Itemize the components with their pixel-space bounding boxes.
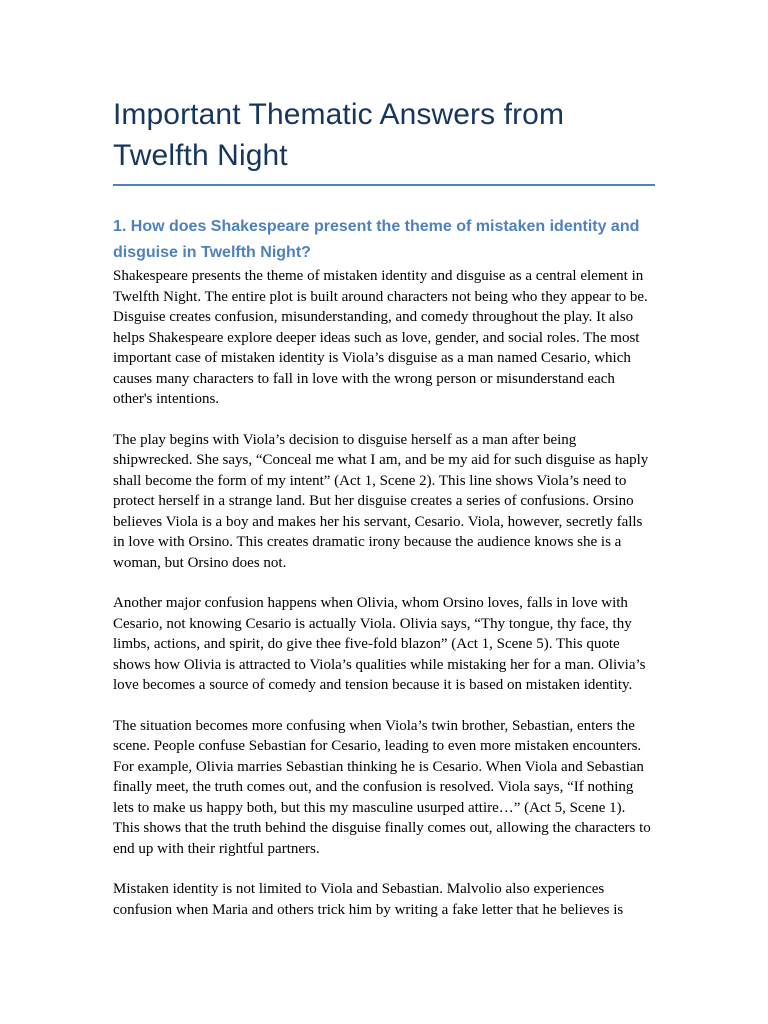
paragraph-4: The situation becomes more confusing when Viola’s twin brother, Sebastian, enters the scene. People confuse Sebastian for Cesario, leading to even more mistaken encounters. For example, Olivia marries Sebastian thinking he is Cesario. When Viola and Sebastian finally meet, the truth comes out, and the confusion is resolved. Viola says, “If nothing lets to make us happy both, but this my masculine usurped attire…” (Act 5, Scene 1). This shows that the truth behind the disguise finally comes out, allowing the characters to end up with their rightful partners.	[113, 717, 651, 857]
paragraph-1: Shakespeare presents the theme of mistaken identity and disguise as a central element in Twelfth Night. The entire plot is built around characters not being who they appear to be. Disguise creates confusion, misunderstanding, and comedy throughout the play. It also helps Shakespeare explore deeper ideas such as love, gender, and social roles. The most important case of mistaken identity is Viola’s disguise as a man named Cesario, which causes many characters to fall in love with the wrong person or misunderstand each other's intentions.	[113, 268, 648, 407]
title-underline-rule	[113, 184, 655, 186]
document-body	[113, 94, 655, 940]
question-1-heading: 1. How does Shakespeare present the theme of mistaken identity and disguise in Twelfth Night?	[113, 218, 640, 261]
paragraph-3: Another major confusion happens when Olivia, whom Orsino loves, falls in love with Cesario, not knowing Cesario is actually Viola. Olivia says, “Thy tongue, thy face, thy limbs, actions, and spirit, do give thee five-fold blazon” (Act 1, Scene 5). This quote shows how Olivia is attracted to Viola’s qualities while mistaking her for a man. Olivia’s love becomes a source of comedy and tension because it is based on mistaken identity.	[113, 595, 646, 693]
paragraph-2: The play begins with Viola’s decision to disguise herself as a man after being shipwrecked. She says, “Conceal me what I am, and be my aid for such disguise as haply shall become the form of my intent” (Act 1, Scene 2). This line shows Viola’s need to protect herself in a strange land. But her disguise creates a series of confusions. Orsino believes Viola is a boy and makes her his servant, Cesario. Viola, however, secretly falls in love with Orsino. This creates dramatic irony because the audience knows she is a woman, but Orsino does not.	[113, 431, 649, 571]
paragraph-5: Mistaken identity is not limited to Viola and Sebastian. Malvolio also experiences confusion when Maria and others trick him by writing a fake letter that he believes is	[113, 881, 624, 918]
document-title: Important Thematic Answers from Twelfth Night	[113, 98, 565, 172]
